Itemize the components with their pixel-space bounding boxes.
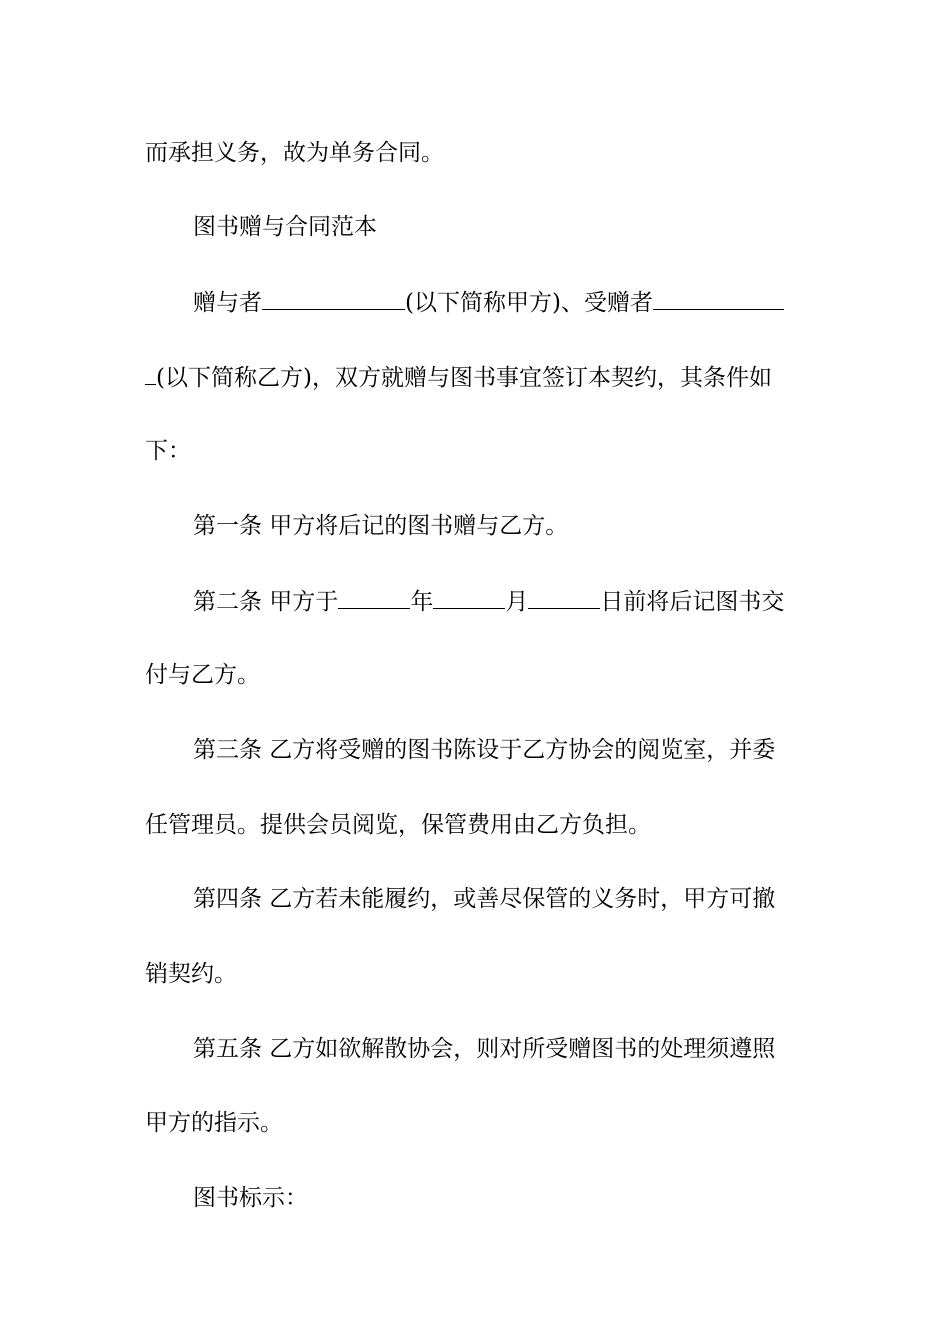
contract-title: 图书赠与合同范本 [193, 214, 377, 240]
paragraph-line: 而承担义务，故为单务合同。 [145, 140, 444, 166]
paragraph-line: 下： [145, 438, 191, 464]
paragraph-line: 甲方的指示。 [145, 1110, 283, 1136]
text-segment: 日前将后记图书交 [600, 589, 785, 615]
article-1: 第一条 甲方将后记的图书赠与乙方。 [193, 513, 569, 539]
article-5: 第五条 乙方如欲解散协会，则对所受赠图书的处理须遵照 [193, 1036, 776, 1062]
fill-blank-month [433, 586, 505, 609]
paragraph-line: 付与乙方。 [145, 662, 260, 688]
fill-blank-year [338, 586, 410, 609]
fill-blank [145, 362, 156, 385]
fill-blank [262, 287, 405, 310]
text-segment: (以下简称甲方)、受赠者 [405, 290, 653, 316]
text-segment: 年 [410, 589, 434, 615]
text-segment: (以下简称乙方)，双方就赠与图书事宜签订本契约，其条件如 [156, 365, 772, 391]
paragraph-line [145, 362, 810, 393]
text-segment: 月 [505, 589, 529, 615]
article-2 [193, 586, 810, 617]
article-4: 第四条 乙方若未能履约，或善尽保管的义务时，甲方可撤 [193, 886, 776, 912]
fill-blank-day [528, 586, 600, 609]
text-segment: 第二条 甲方于 [193, 589, 339, 615]
book-list-heading: 图书标示： [193, 1185, 308, 1211]
paragraph-line: 销契约。 [145, 961, 237, 987]
text-segment: 赠与者 [193, 290, 262, 316]
paragraph-line: 任管理员。提供会员阅览，保管费用由乙方负担。 [145, 812, 651, 838]
article-3: 第三条 乙方将受赠的图书陈设于乙方协会的阅览室，并委 [193, 737, 776, 763]
fill-blank [653, 287, 784, 310]
paragraph-line [193, 287, 810, 318]
